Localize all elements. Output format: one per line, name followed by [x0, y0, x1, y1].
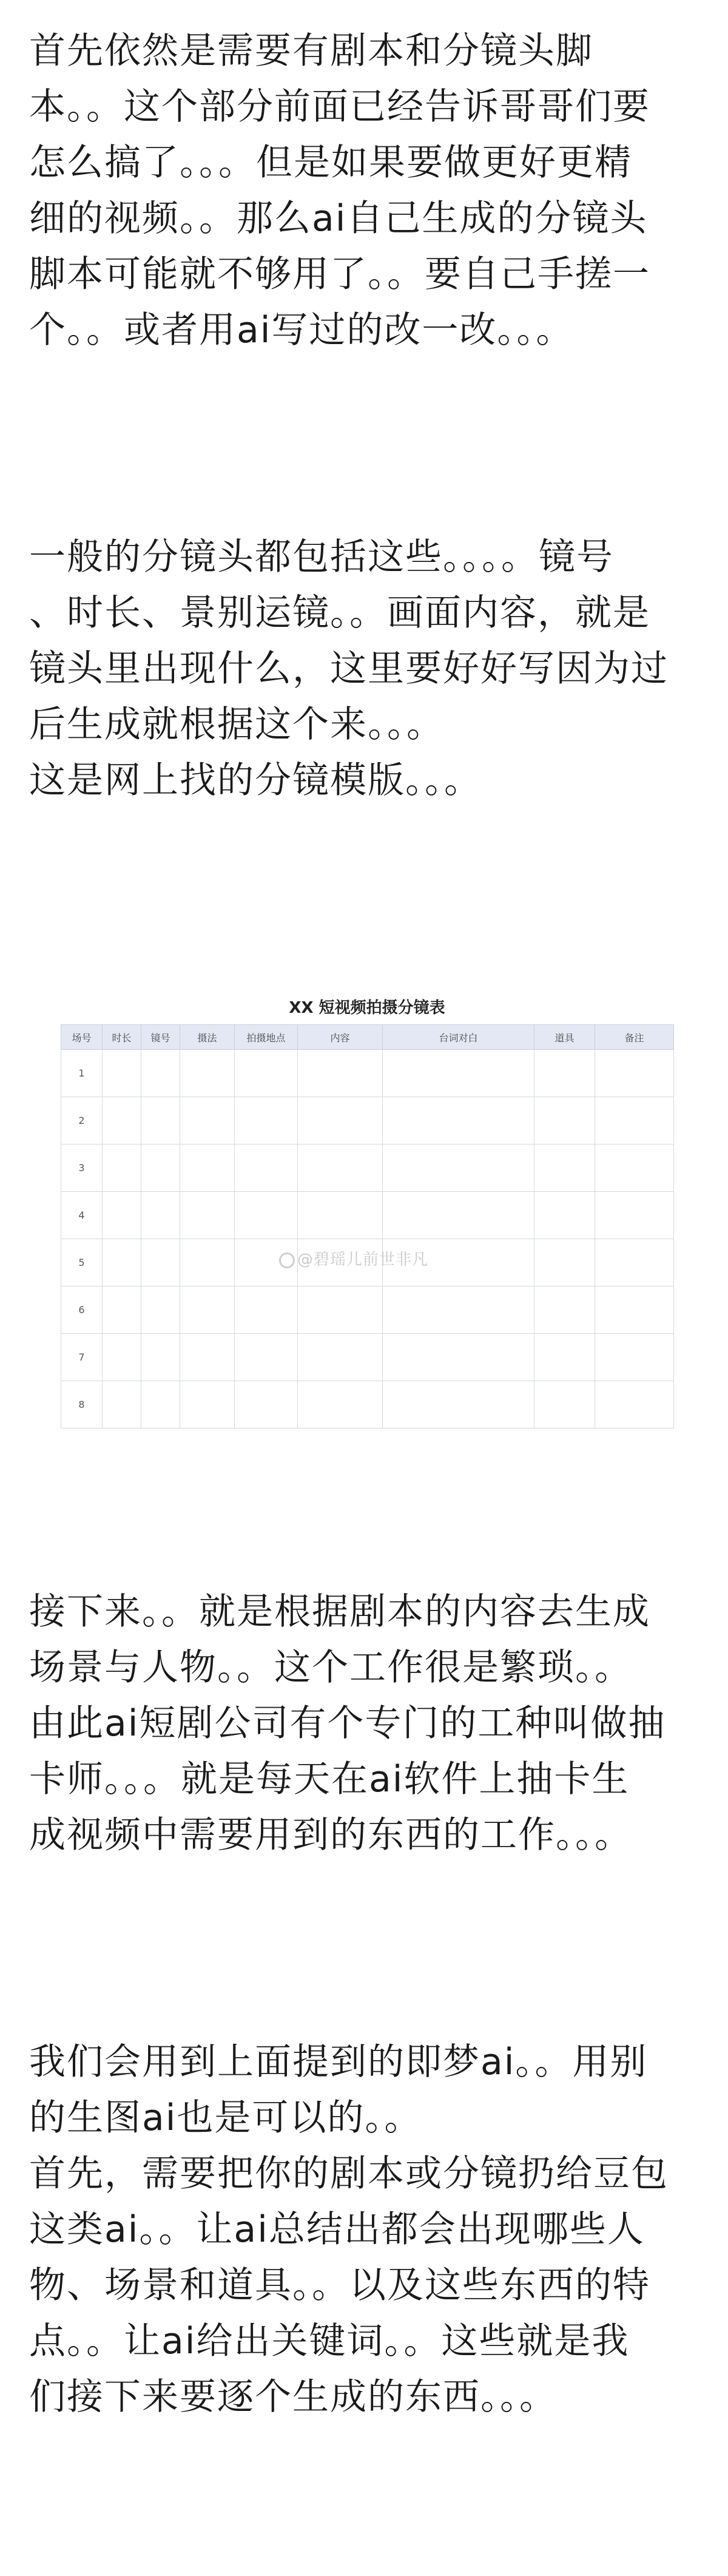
paragraph-line: 我们会用到上面提到的即梦ai。。用别	[29, 2041, 648, 2083]
column-header: 场号	[61, 1025, 103, 1050]
table-row	[61, 1192, 674, 1239]
paragraph-line: 首先依然是需要有剧本和分镜头脚	[29, 30, 593, 72]
paragraph-line: 的生图ai也是可以的。。	[29, 2097, 422, 2139]
paragraph-1	[29, 23, 703, 358]
watermark-text: @碧瑶儿前世非凡	[297, 1251, 429, 1269]
table-row	[61, 1381, 674, 1428]
scene-number-cell: 8	[61, 1381, 103, 1428]
scene-number-cell: 4	[61, 1192, 103, 1239]
column-header: 时长	[103, 1025, 141, 1050]
paragraph-line: 卡师。。。就是每天在ai软件上抽卡生	[29, 1758, 630, 1800]
scene-number-cell: 6	[61, 1286, 103, 1334]
column-header: 备注	[595, 1025, 674, 1050]
paragraph-line: 场景与人物。。这个工作很是繁琐。。	[29, 1646, 632, 1689]
column-header: 内容	[298, 1025, 383, 1050]
watermark	[279, 1247, 428, 1269]
paragraph-line: 细的视频。。那么ai自己生成的分镜头	[29, 197, 648, 240]
paragraph-3	[29, 1584, 703, 1863]
table-row	[61, 1050, 674, 1097]
paragraph-line: 脚本可能就不够用了。。要自己手搓一	[29, 253, 650, 296]
paragraph-line: 这是网上找的分镜模版。。。	[29, 759, 482, 802]
paragraph-4	[29, 2034, 703, 2425]
paragraph-2	[29, 529, 703, 808]
table-header-row	[61, 1025, 674, 1050]
paragraph-line: 后生成就根据这个来。。。	[29, 703, 444, 746]
table-row	[61, 1334, 674, 1381]
paragraph-line: 镜头里出现什么，这里要好好写因为过	[29, 647, 669, 690]
paragraph-line: 一般的分镜头都包括这些。。。。镜号	[29, 536, 614, 578]
storyboard-table	[61, 1024, 674, 1428]
scene-number-cell: 3	[61, 1144, 103, 1192]
paragraph-line: 首先，需要把你的剧本或分镜扔给豆包	[29, 2152, 669, 2195]
paragraph-line: 物、场景和道具。。以及这些东西的特	[29, 2264, 650, 2307]
paragraph-line: 个。。或者用ai写过的改一改。。。	[29, 309, 574, 351]
scene-number-cell: 5	[61, 1239, 103, 1286]
storyboard-template-image	[61, 989, 673, 1435]
paragraph-line: 由此ai短剧公司有个专门的工种叫做抽	[29, 1702, 666, 1745]
column-header: 拍摄地点	[235, 1025, 298, 1050]
paragraph-line: 成视频中需要用到的东西的工作。。。	[29, 1814, 632, 1856]
scene-number-cell: 2	[61, 1097, 103, 1144]
weibo-icon	[279, 1253, 295, 1268]
paragraph-line: 这类ai。。让ai总结出都会出现哪些人	[29, 2208, 645, 2251]
paragraph-line: 本。。这个部分前面已经告诉哥哥们要	[29, 86, 650, 128]
paragraph-line: 接下来。。就是根据剧本的内容去生成	[29, 1591, 650, 1633]
column-header: 镜号	[141, 1025, 180, 1050]
column-header: 台词对白	[383, 1025, 534, 1050]
template-title: XX 短视频拍摄分镜表	[289, 999, 445, 1017]
table-row	[61, 1144, 674, 1192]
column-header: 道具	[534, 1025, 595, 1050]
paragraph-line: 们接下来要逐个生成的东西。。。	[29, 2376, 557, 2418]
table-row	[61, 1097, 674, 1144]
scene-number-cell: 7	[61, 1334, 103, 1381]
paragraph-line: 怎么搞了。。。但是如果要做更好更精	[29, 141, 632, 184]
table-row	[61, 1286, 674, 1334]
paragraph-line: 、时长、景别运镜。。画面内容，就是	[29, 592, 650, 634]
paragraph-line: 点。。让ai给出关键词。。这些就是我	[29, 2320, 630, 2362]
column-header: 摄法	[180, 1025, 235, 1050]
scene-number-cell: 1	[61, 1050, 103, 1097]
